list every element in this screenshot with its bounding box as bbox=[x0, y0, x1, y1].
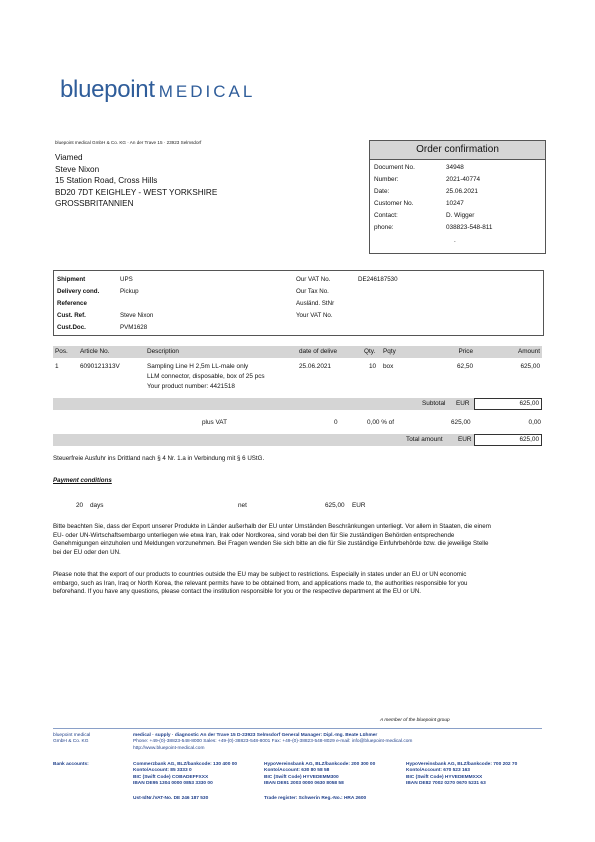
ship-right-value: DE246187530 bbox=[358, 276, 398, 283]
vat-zero: 0 bbox=[334, 419, 338, 426]
shipping-info-box bbox=[53, 270, 544, 336]
row-desc-line: Sampling Line H 2,5m LL-male only bbox=[147, 363, 249, 370]
table-header bbox=[53, 346, 542, 358]
logo-suffix: MEDICAL bbox=[158, 82, 256, 101]
ship-value: Pickup bbox=[120, 288, 139, 295]
vat-rate: 0,00 % of bbox=[367, 419, 395, 426]
row-pos: 1 bbox=[55, 363, 59, 370]
order-value: 10247 bbox=[446, 200, 464, 207]
order-value: 34948 bbox=[446, 164, 464, 171]
bank-line: BIC (Swift Code) HYVEDEMMXXX bbox=[406, 774, 483, 780]
col-description: Description bbox=[147, 348, 179, 355]
order-label: Number: bbox=[374, 176, 399, 183]
ship-value: PVM1628 bbox=[120, 324, 148, 331]
order-label: Document No. bbox=[374, 164, 415, 171]
order-row bbox=[374, 212, 475, 219]
bank-accounts-label: Bank accounts: bbox=[53, 762, 89, 767]
footer-register: Trade register: Schwerin Reg.-No.: HRA 2600 bbox=[264, 796, 367, 801]
order-title: Order confirmation bbox=[370, 141, 545, 160]
subtotal-value: 625,00 bbox=[474, 398, 542, 410]
bank-line: Konto/Account: 630 80 58 58 bbox=[264, 768, 330, 774]
address-line: 15 Station Road, Cross Hills bbox=[55, 176, 158, 186]
bank-account-3 bbox=[406, 762, 517, 787]
bank-line: Commerzbank AG, BLZ/bankcode: 130 400 00 bbox=[133, 762, 238, 767]
bank-line: IBAN DE95 1304 0000 0853 3330 00 bbox=[133, 780, 213, 786]
bank-line: BIC (Swift Code) COBADEFFXXX bbox=[133, 774, 209, 780]
bank-line: Konto/Account: 670 523 163 bbox=[406, 768, 470, 774]
address-line: BD20 7DT KEIGHLEY - WEST YORKSHIRE bbox=[55, 187, 218, 197]
order-dot: . bbox=[454, 237, 456, 244]
address-line: Steve Nixon bbox=[55, 164, 100, 174]
export-notice-de: Bitte beachten Sie, dass der Export unserer Produkte in Länder außerhalb der EU unter Umständen Beschränkungen unterliegt. Vor allem in Staaten, die einem EU- oder UN-Wirtschaftsembargo unterliegen wie etwa Iran, Irak oder Nordkorea, sind vorab bei den für Sie zuständigen Behörden entsprechende Genehmigungen einzuholen und Meldungen vorzunehmen. Bei Fragen wenden Sie sich bitte an die für Sie zuständige Einfuhrbehörde bzw. die jeweilige Stelle bei der EU oder den UN. bbox=[53, 523, 491, 556]
tax-note: Steuerfreie Ausfuhr ins Drittland nach § 4 Nr. 1.a in Verbindung mit § 6 UStG. bbox=[53, 455, 265, 462]
payment-days-label: days bbox=[90, 502, 104, 509]
bank-line: HypoVereinsbank AG, BLZ/bankcode: 200 300 00 bbox=[264, 762, 376, 767]
order-confirmation-box bbox=[369, 140, 546, 254]
logo-word: bluepoint bbox=[60, 76, 155, 103]
col-article: Article No. bbox=[80, 348, 110, 355]
subtotal-label: Subtotal bbox=[422, 400, 446, 407]
row-desc-line: LLM connector, disposable, box of 25 pcs bbox=[147, 373, 265, 380]
order-row bbox=[374, 224, 493, 231]
ship-value: UPS bbox=[120, 276, 133, 283]
order-value: 2021-40774 bbox=[446, 176, 481, 183]
footer-web[interactable]: http://www.bluepoint-medical.com bbox=[133, 745, 205, 751]
footer-contact bbox=[133, 733, 412, 752]
recipient-address bbox=[55, 152, 217, 210]
footer-address: medical · supply · diagnostic An der Trave 15 D-23923 Selmsdorf General Manager: Dipl.-Ing. Beate Lühmer bbox=[133, 733, 378, 738]
col-pos: Pos. bbox=[55, 348, 68, 355]
ship-label: Cust. Ref. bbox=[57, 312, 86, 319]
row-pqty: box bbox=[383, 363, 394, 370]
footer-company-line: bluepoint medical bbox=[53, 733, 91, 738]
payment-net: net bbox=[238, 502, 247, 509]
vat-base: 625,00 bbox=[451, 419, 471, 426]
export-notice-en: Please note that the export of our products to countries outside the EU may be subject to restrictions. Especially in states under an EU or UN economic embargo, such as Iran, Iraq or North Korea, the relevant permits have to be obtained from, and applications made to, the authorities responsible for you beforehand. If you have any questions, please contact the institution responsible for you or the respective department at the EU or UN. bbox=[53, 571, 468, 596]
ship-label: Reference bbox=[57, 300, 87, 307]
row-article: 6090121313V bbox=[80, 363, 120, 370]
total-label: Total amount bbox=[406, 436, 443, 443]
total-value: 625,00 bbox=[474, 434, 542, 446]
subtotal-currency: EUR bbox=[456, 400, 470, 407]
total-currency: EUR bbox=[458, 436, 472, 443]
address-line: Viamed bbox=[55, 153, 83, 162]
footer-vat: Ust-IdNr./VAT-No. DE 246 187 530 bbox=[133, 796, 209, 801]
order-value: D. Wigger bbox=[446, 212, 475, 219]
row-date: 25.06.2021 bbox=[299, 363, 331, 370]
payment-days-num: 20 bbox=[76, 502, 84, 509]
col-date: date of delive bbox=[299, 348, 338, 355]
order-value: 25.06.2021 bbox=[446, 188, 478, 195]
col-qty: Qty. bbox=[364, 348, 376, 355]
address-line: GROSSBRITANNIEN bbox=[55, 199, 134, 209]
order-label: Date: bbox=[374, 188, 390, 195]
bank-line: IBAN DE82 7002 0270 0670 5231 63 bbox=[406, 780, 486, 786]
col-pqty: Pqty bbox=[383, 348, 396, 355]
ship-label: Delivery cond. bbox=[57, 288, 100, 295]
order-value: 038823-548-811 bbox=[446, 224, 493, 231]
company-logo bbox=[60, 76, 255, 104]
ship-right-label: Ausländ. StNr bbox=[296, 300, 335, 307]
footer-divider bbox=[53, 728, 542, 729]
row-amount: 625,00 bbox=[520, 363, 540, 370]
table-row bbox=[53, 363, 542, 393]
payment-currency: EUR bbox=[352, 502, 366, 509]
order-row bbox=[374, 176, 481, 183]
bank-line: IBAN DE91 2003 0000 0630 8058 58 bbox=[264, 780, 344, 786]
order-label: Contact: bbox=[374, 212, 398, 219]
ship-label: Shipment bbox=[57, 276, 86, 283]
row-price: 62,50 bbox=[457, 363, 473, 370]
bank-line: BIC (Swift Code) HYVEDEMM300 bbox=[264, 774, 339, 780]
payment-title: Payment conditions bbox=[53, 477, 112, 484]
footer-phone: Phone: +49-(0)-38823-548-8000 Sales: +49-(0)-38823-548-8001 Fax: +49-(0)-38823-548-8029 e-mail: info@bluepoint-medical.com bbox=[133, 739, 413, 745]
col-amount: Amount bbox=[517, 348, 540, 355]
order-label: phone: bbox=[374, 224, 394, 231]
vat-amount: 0,00 bbox=[528, 419, 541, 426]
order-row bbox=[374, 164, 464, 171]
group-note: A member of the bluepoint group bbox=[380, 718, 450, 723]
payment-amount: 625,00 bbox=[325, 502, 345, 509]
ship-right-label: Our Tax No. bbox=[296, 288, 329, 295]
bank-account-1 bbox=[133, 762, 237, 787]
ship-right-label: Your VAT No. bbox=[296, 312, 333, 319]
footer-company bbox=[53, 733, 90, 746]
vat-label: plus VAT bbox=[202, 419, 227, 426]
row-desc-line: Your product number: 4421518 bbox=[147, 383, 235, 390]
ship-value: Steve Nixon bbox=[120, 312, 154, 319]
ship-label: Cust.Doc. bbox=[57, 324, 86, 331]
order-row bbox=[374, 188, 478, 195]
sender-line: bluepoint medical GmbH & Co. KG · An der Trave 15 · 23923 Selmsdorf bbox=[55, 140, 202, 145]
row-qty: 10 bbox=[369, 363, 377, 370]
ship-right-label: Our VAT No. bbox=[296, 276, 331, 283]
order-row bbox=[374, 200, 464, 207]
col-price: Price bbox=[458, 348, 473, 355]
bank-line: Konto/Account: 85 3333 0 bbox=[133, 768, 192, 774]
footer-company-line: GmbH & Co. KG bbox=[53, 739, 89, 745]
bank-line: HypoVereinsbank AG, BLZ/bankcode: 700 202 70 bbox=[406, 762, 518, 767]
bank-account-2 bbox=[264, 762, 375, 787]
order-label: Customer No. bbox=[374, 200, 414, 207]
